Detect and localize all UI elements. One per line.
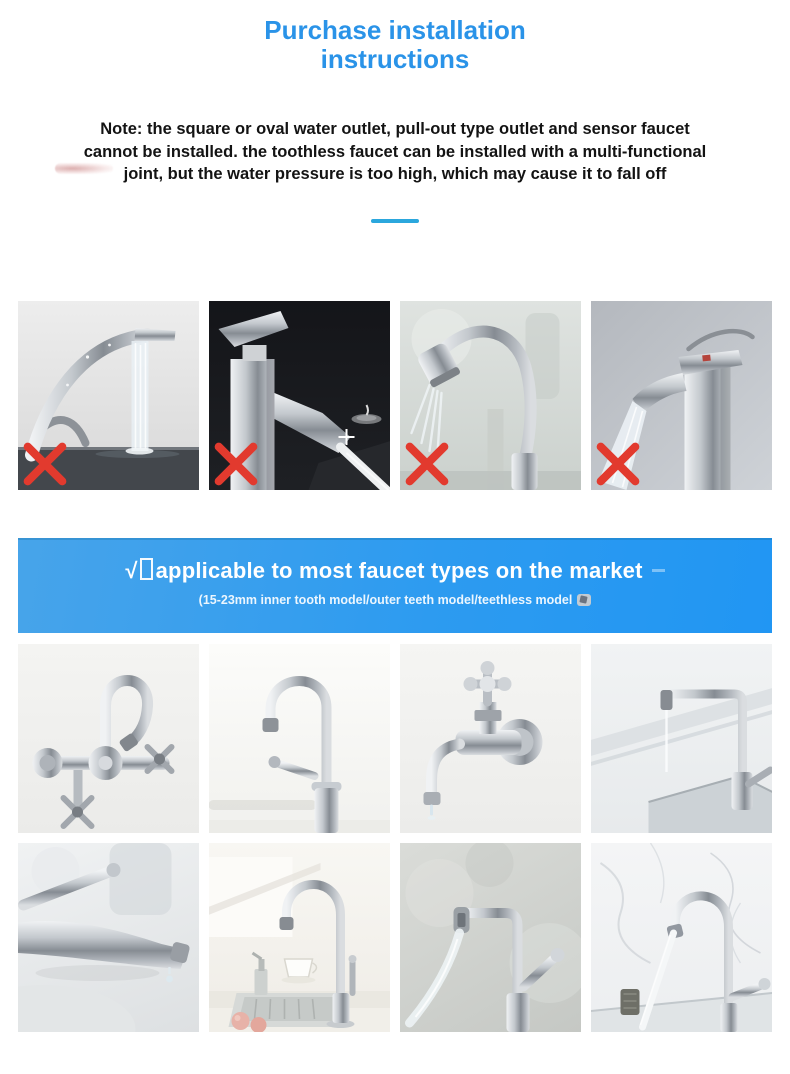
applicable-faucet-card-2 (209, 644, 390, 833)
basin-mixer-dripping-faucet-photo (18, 843, 199, 1032)
applicable-faucet-card-5 (18, 843, 199, 1032)
unsuitable-faucet-card-2 (209, 301, 390, 490)
banner-title-text: applicable to most faucet types on the market (155, 558, 643, 583)
watermark-dash (652, 569, 665, 572)
note-line3: joint, but the water pressure is too high, which may cause it to fall off (123, 165, 667, 184)
applicable-faucet-card-3 (400, 644, 581, 833)
banner-subtitle (18, 593, 772, 607)
note-paragraph (25, 118, 765, 186)
angular-kitchen-faucet-photo (591, 644, 772, 833)
red-x-icon (402, 441, 452, 487)
unsuitable-faucets-row (18, 301, 772, 490)
applicable-faucet-card-6 (209, 843, 390, 1032)
unsuitable-faucet-card-1 (18, 301, 199, 490)
applicable-banner (18, 538, 772, 633)
broken-emoji-icon (577, 594, 591, 606)
check-mark: √ (125, 558, 138, 583)
gooseneck-faucet-marble-photo (591, 843, 772, 1032)
wall-mount-double-cross-handle-faucet-photo (18, 644, 199, 833)
section-divider (371, 219, 419, 223)
applicable-faucet-card-8 (591, 843, 772, 1032)
applicable-faucet-card-1 (18, 644, 199, 833)
cross-handle-bibcock-faucet-photo (400, 644, 581, 833)
note-line1: Note: the square or oval water outlet, pull-out type outlet and sensor faucet (100, 120, 690, 138)
banner-subtitle-text: (15-23mm inner tooth model/outer teeth model/teethless model (198, 593, 573, 607)
red-x-icon (593, 441, 643, 487)
watermark-smudge (55, 163, 113, 174)
page-title-line2: instructions (320, 44, 470, 75)
applicable-faucet-card-7 (400, 843, 581, 1032)
applicable-faucet-card-4 (591, 644, 772, 833)
gooseneck-single-lever-faucet-photo (209, 644, 390, 833)
page-title (0, 16, 790, 74)
red-x-icon (211, 441, 261, 487)
missing-glyph-box (140, 558, 153, 580)
red-x-icon (20, 441, 70, 487)
page-title-line1: Purchase installation (264, 15, 526, 45)
angular-faucet-running-water-photo (400, 843, 581, 1032)
tall-gooseneck-kitchen-faucet-photo (209, 843, 390, 1032)
banner-title (18, 558, 772, 584)
applicable-faucets-grid (18, 644, 772, 1032)
note-line2: cannot be installed. the toothless faucet can be installed with a multi-functional (83, 142, 707, 161)
unsuitable-faucet-card-4 (591, 301, 772, 490)
unsuitable-faucet-card-3 (400, 301, 581, 490)
